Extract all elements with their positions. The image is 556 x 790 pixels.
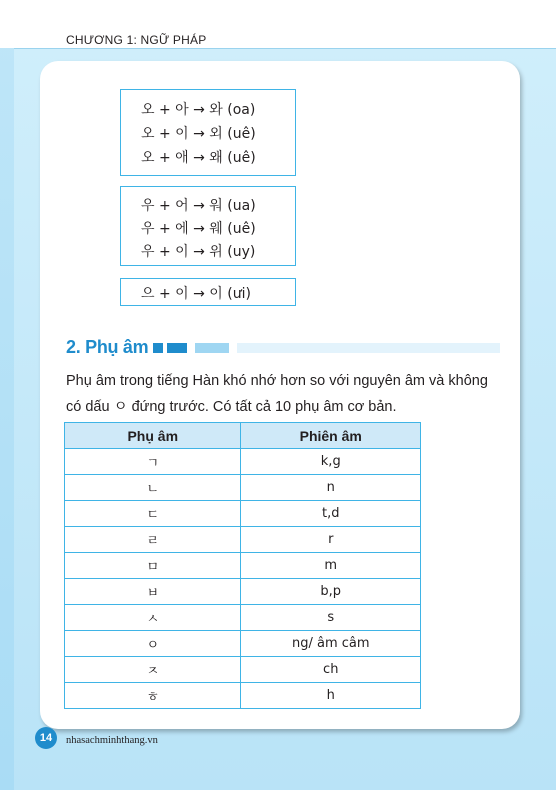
vowel-line: 우 + 어 → 워 (ua): [141, 198, 256, 214]
table-row: [65, 657, 421, 683]
consonant-cell: ㅁ: [65, 553, 241, 579]
vowel-box-eu: [120, 278, 296, 306]
page-header: [0, 0, 556, 48]
table-row: [65, 501, 421, 527]
transcription-cell: r: [241, 527, 421, 553]
header-transcription: Phiên âm: [241, 423, 421, 449]
page-number: 14: [35, 727, 57, 749]
vowel-line: 우 + 에 → 웨 (uê): [141, 221, 256, 237]
consonant-cell: ㅂ: [65, 579, 241, 605]
transcription-cell: n: [241, 475, 421, 501]
consonant-table: [64, 422, 421, 709]
table-row: [65, 579, 421, 605]
consonant-cell: ㄹ: [65, 527, 241, 553]
table-row: [65, 527, 421, 553]
table-row: [65, 475, 421, 501]
website-text: nhasachminhthang.vn: [66, 735, 158, 746]
decor-square: [167, 343, 187, 353]
transcription-cell: k,g: [241, 449, 421, 475]
vowel-line: 우 + 이 → 위 (uy): [141, 244, 256, 260]
consonant-cell: ㄷ: [65, 501, 241, 527]
table-row: [65, 449, 421, 475]
decor-square: [195, 343, 229, 353]
header-rule: [14, 48, 556, 49]
transcription-cell: ng/ âm câm: [241, 631, 421, 657]
transcription-cell: ch: [241, 657, 421, 683]
vowel-box-o: [120, 89, 296, 176]
table-row: [65, 553, 421, 579]
transcription-cell: b,p: [241, 579, 421, 605]
consonant-cell: ㄱ: [65, 449, 241, 475]
table-row: [65, 631, 421, 657]
vowel-line: 으 + 이 → 이 (ưi): [141, 286, 251, 302]
vowel-line: 오 + 이 → 외 (uê): [141, 126, 256, 142]
vowel-line: 오 + 아 → 와 (oa): [141, 102, 256, 118]
transcription-cell: m: [241, 553, 421, 579]
consonant-cell: ㅇ: [65, 631, 241, 657]
transcription-cell: t,d: [241, 501, 421, 527]
table-row: [65, 605, 421, 631]
transcription-cell: h: [241, 683, 421, 709]
vowel-line: 오 + 애 → 왜 (uê): [141, 150, 256, 166]
consonant-cell: ㅅ: [65, 605, 241, 631]
table-row: [65, 683, 421, 709]
table-header-row: [65, 423, 421, 449]
header-consonant: Phụ âm: [65, 423, 241, 449]
consonant-cell: ㅎ: [65, 683, 241, 709]
intro-text-line: Phụ âm trong tiếng Hàn khó nhớ hơn so với nguyên âm và không: [66, 373, 488, 389]
vowel-box-u: [120, 186, 296, 266]
chapter-title: CHƯƠNG 1: NGỮ PHÁP: [66, 33, 207, 47]
consonant-cell: ㅈ: [65, 657, 241, 683]
decor-square: [153, 343, 163, 353]
consonant-cell: ㄴ: [65, 475, 241, 501]
decor-bar: [237, 343, 500, 353]
intro-text-line: có dấu ㅇ đứng trước. Có tất cả 10 phụ âm cơ bản.: [66, 399, 397, 415]
section-title: 2. Phụ âm: [66, 337, 149, 357]
transcription-cell: s: [241, 605, 421, 631]
